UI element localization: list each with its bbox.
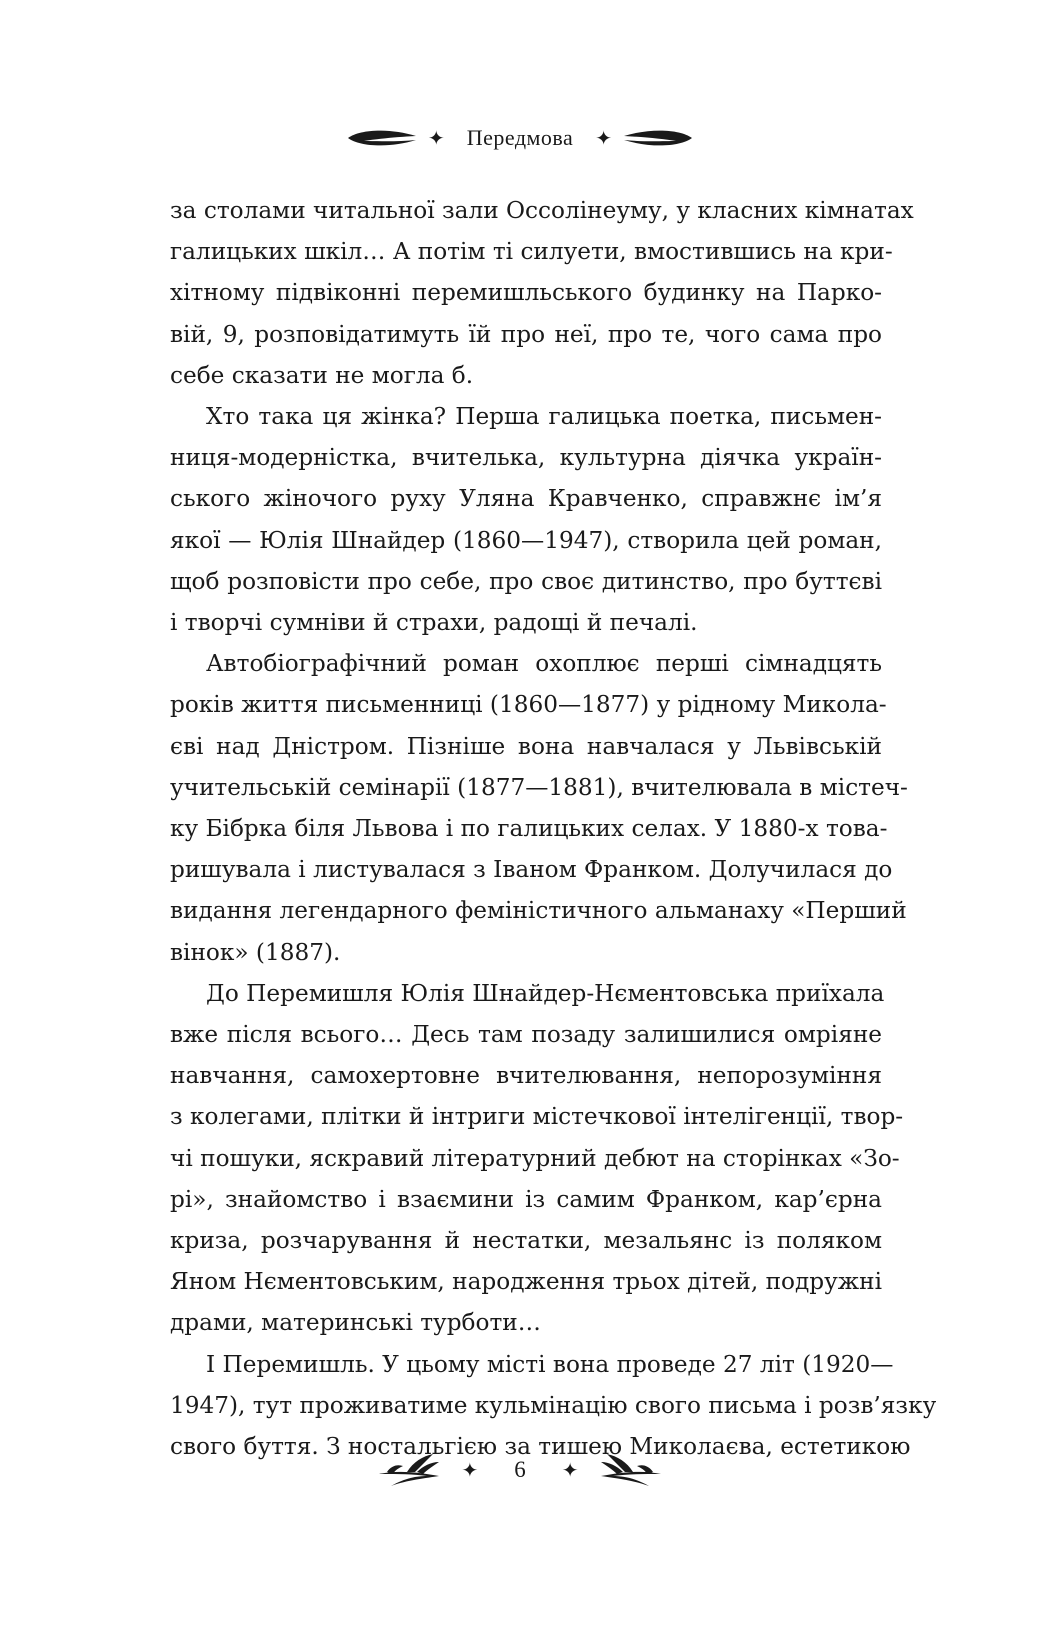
text-line: галицьких шкіл… А потім ті силуети, вмостившись на кри- (170, 238, 893, 266)
page-number: 6 (514, 1457, 526, 1482)
text-line: щоб розповісти про себе, про своє дитинство, про буттєві (170, 567, 882, 595)
text-line: чі пошуки, яскравий літературний дебют на сторінках «Зо- (170, 1144, 900, 1172)
text-line: років життя письменниці (1860—1877) у рідному Микола- (170, 691, 887, 719)
floral-flourish-icon (377, 1450, 455, 1490)
text-line: хітному підвіконні перемишльського будинку на Парко- (170, 279, 882, 307)
paragraph (170, 190, 914, 396)
paragraph (170, 973, 904, 1344)
text-line: ришувала і листувалася з Іваном Франком. Долучилася до (170, 856, 893, 884)
star-icon: ✦ (427, 126, 445, 150)
text-line: драми, материнські турботи… (170, 1309, 541, 1337)
text-line: єві над Дністром. Пізніше вона навчалася у Львівській (170, 732, 882, 760)
running-header (0, 118, 1040, 158)
text-line: вінок» (1887). (170, 938, 341, 966)
star-icon: ✦ (461, 1458, 479, 1482)
text-line: 1947), тут проживатиме кульмінацію свого письма і розв’язку (170, 1391, 937, 1419)
star-icon: ✦ (561, 1458, 579, 1482)
text-line: учительській семінарії (1877—1881), вчителювала в містеч- (170, 773, 908, 801)
leaf-ornament-icon (622, 127, 694, 149)
text-line: ниця-модерністка, вчителька, культурна діячка україн- (170, 444, 882, 472)
text-line: ського жіночого руху Уляна Кравченко, справжнє ім’я (170, 485, 882, 513)
text-line: себе сказати не могла б. (170, 361, 474, 389)
paragraph (170, 396, 882, 643)
floral-flourish-icon (585, 1450, 663, 1490)
text-line: рі», знайомство і взаємини із самим Франком, кар’єрна (170, 1185, 882, 1213)
star-icon: ✦ (595, 126, 613, 150)
text-line: І Перемишль. У цьому місті вона проведе 27 літ (1920— (206, 1350, 894, 1378)
text-line: До Перемишля Юлія Шнайдер-Нєментовська приїхала (206, 979, 885, 1007)
text-line: Яном Нєментовським, народження трьох дітей, подружні (170, 1268, 882, 1296)
text-line: Автобіографічний роман охоплює перші сімнадцять (206, 650, 882, 678)
running-footer (0, 1442, 1040, 1498)
text-line: якої — Юлія Шнайдер (1860—1947), створила цей роман, (170, 526, 882, 554)
text-line: навчання, самохертовне вчителювання, непорозуміння (170, 1062, 882, 1090)
body-text (170, 190, 937, 1467)
text-line: видання легендарного феміністичного альманаху «Перший (170, 897, 907, 925)
text-line: Хто така ця жінка? Перша галицька поетка, письмен- (206, 403, 882, 431)
paragraph (170, 643, 908, 973)
text-line: і творчі сумніви й страхи, радощі й печалі. (170, 609, 698, 637)
text-line: свого буття. З ностальгією за тишею Миколаєва, естетикою (170, 1433, 911, 1461)
text-line: вже після всього… Десь там позаду залишилися омріяне (170, 1021, 882, 1049)
text-line: вій, 9, розповідатимуть їй про неї, про те, чого сама про (170, 320, 882, 348)
running-header-title: Передмова (466, 125, 574, 150)
text-line: криза, розчарування й нестатки, мезальянс із поляком (170, 1227, 882, 1255)
text-line: ку Бібрка біля Львова і по галицьких селах. У 1880-х това- (170, 815, 888, 843)
text-line: з колегами, плітки й інтриги містечкової інтелігенції, твор- (170, 1103, 904, 1131)
text-line: за столами читальної зали Оссолінеуму, у класних кімнатах (170, 197, 914, 224)
leaf-ornament-icon (346, 127, 418, 149)
